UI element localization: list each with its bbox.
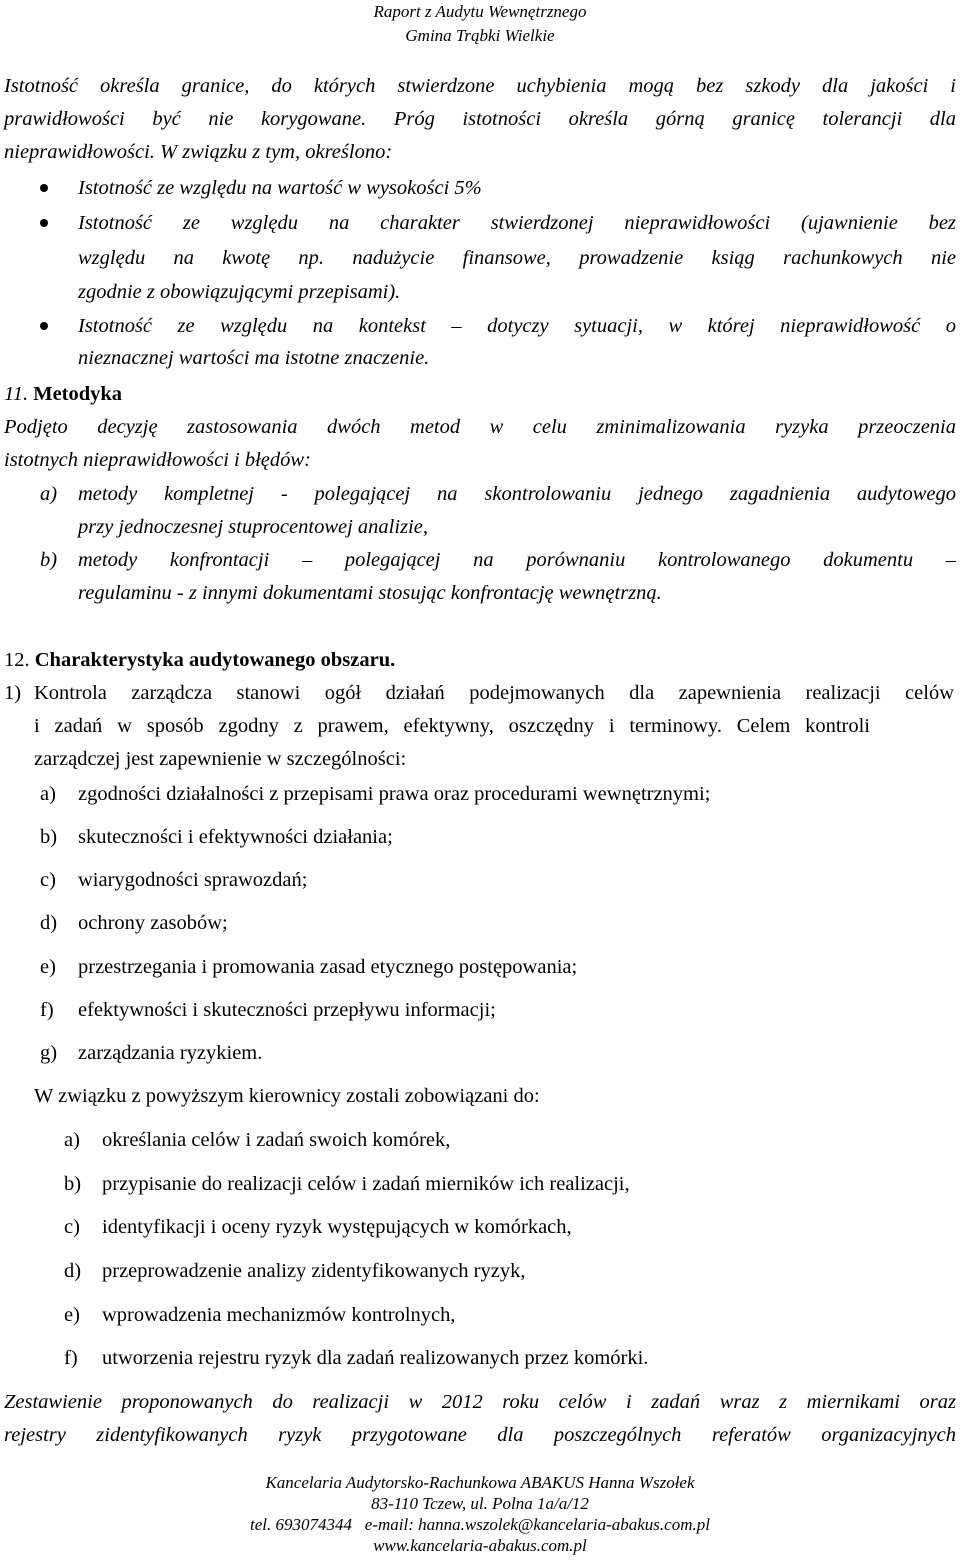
method-item-cont: regulaminu - z innymi dokumentami stosując konfrontację wewnętrzną.	[78, 582, 662, 604]
bullet-icon	[40, 184, 48, 192]
bullet-icon	[40, 219, 48, 227]
section-number: 11.	[4, 383, 29, 405]
list-marker: a)	[64, 1129, 80, 1151]
header-title: Raport z Audytu Wewnętrznego	[373, 2, 587, 21]
intro-line: nieprawidłowości. W związku z tym, określono:	[4, 141, 393, 163]
list-marker: g)	[40, 1042, 58, 1064]
control-paragraph: zarządczej jest zapewnienie w szczególności:	[34, 748, 407, 770]
section-11-heading	[4, 381, 122, 407]
intro-line: prawidłowości być nie korygowane. Próg istotności określa górną granicę tolerancji dla	[4, 108, 956, 130]
closing-paragraph: Zestawienie proponowanych do realizacji w 2012 roku celów i zadań wraz z miernikami oraz	[4, 1391, 956, 1413]
footer-company: Kancelaria Audytorsko-Rachunkowa ABAKUS Hanna Wszołek	[265, 1473, 695, 1492]
list-marker: a)	[40, 783, 56, 805]
footer-address: 83-110 Tczew, ul. Polna 1a/a/12	[371, 1494, 589, 1513]
list-item: zgodności działalności z przepisami prawa oraz procedurami wewnętrznymi;	[78, 783, 711, 805]
list-item: ochrony zasobów;	[78, 912, 228, 934]
intro-line: Istotność określa granice, do których stwierdzone uchybienia mogą bez szkody dla jakości i	[4, 75, 956, 97]
list-marker: c)	[64, 1216, 80, 1238]
bullet-item-cont: nieznacznej wartości ma istotne znaczenie.	[78, 347, 430, 369]
list-item: określania celów i zadań swoich komórek,	[102, 1129, 451, 1151]
list-item: wiarygodności sprawozdań;	[78, 869, 308, 891]
section-title: Metodyka	[33, 383, 123, 405]
list-item: zarządzania ryzykiem.	[78, 1042, 263, 1064]
method-marker: b)	[40, 549, 58, 571]
list-item: utworzenia rejestru ryzyk dla zadań realizowanych przez komórki.	[102, 1347, 649, 1369]
list-item: skuteczności i efektywności działania;	[78, 826, 393, 848]
closing-paragraph: rejestry zidentyfikowanych ryzyk przygotowane dla poszczególnych referatów organizacyjnych	[4, 1424, 956, 1446]
footer-contact: tel. 693074344 e-mail: hanna.wszolek@kancelaria-abakus.com.pl	[250, 1515, 710, 1534]
section-title: Charakterystyka audytowanego obszaru.	[34, 649, 396, 671]
page-footer	[0, 1472, 960, 1556]
method-marker: a)	[40, 483, 58, 505]
list-marker: d)	[40, 912, 58, 934]
control-paragraph: Kontrola zarządcza stanowi ogół działań podejmowanych dla zapewnienia realizacji celów	[34, 682, 954, 704]
bullet-item-cont: względu na kwotę np. nadużycie finansowe, prowadzenie ksiąg rachunkowych nie	[78, 247, 956, 269]
list-item: przypisanie do realizacji celów i zadań mierników ich realizacji,	[102, 1173, 630, 1195]
list-item: przeprowadzenie analizy zidentyfikowanych ryzyk,	[102, 1260, 526, 1282]
list-marker: b)	[64, 1173, 82, 1195]
list-item: przestrzegania i promowania zasad etycznego postępowania;	[78, 956, 578, 978]
section-number: 12.	[4, 649, 30, 671]
bullet-item: Istotność ze względu na charakter stwierdzonej nieprawidłowości (ujawnienie bez	[78, 212, 956, 234]
section-12-heading	[4, 647, 395, 673]
list-marker: d)	[64, 1260, 82, 1282]
bullet-item: Istotność ze względu na kontekst – dotyczy sytuacji, w której nieprawidłowość o	[78, 315, 956, 337]
method-item: metody konfrontacji – polegającej na porównaniu kontrolowanego dokumentu –	[78, 549, 956, 571]
list-item: efektywności i skuteczności przepływu informacji;	[78, 999, 496, 1021]
paragraph-marker: 1)	[4, 682, 22, 704]
control-paragraph: i zadań w sposób zgodny z prawem, efektywny, oszczędny i terminowy. Celem kontroli	[34, 715, 870, 737]
method-item: metody kompletnej - polegającej na skontrolowaniu jednego zagadnienia audytowego	[78, 483, 956, 505]
list-marker: e)	[64, 1304, 80, 1326]
list-marker: f)	[64, 1347, 78, 1369]
bullet-icon	[40, 322, 48, 330]
list-marker: c)	[40, 869, 56, 891]
list-marker: e)	[40, 956, 56, 978]
list-marker: b)	[40, 826, 58, 848]
methodology-paragraph: istotnych nieprawidłowości i błędów:	[4, 449, 311, 471]
bullet-item: Istotność ze względu na wartość w wysokości 5%	[78, 177, 482, 199]
method-item-cont: przy jednoczesnej stuprocentowej analizie,	[78, 516, 428, 538]
obligations-lead: W związku z powyższym kierownicy zostali zobowiązani do:	[34, 1085, 540, 1107]
list-marker: f)	[40, 999, 54, 1021]
methodology-paragraph: Podjęto decyzję zastosowania dwóch metod w celu zminimalizowania ryzyka przeoczenia	[4, 416, 956, 438]
bullet-item-cont: zgodnie z obowiązującymi przepisami).	[78, 281, 401, 303]
header-subtitle: Gmina Trąbki Wielkie	[405, 26, 555, 45]
page-header	[0, 0, 960, 48]
footer-website: www.kancelaria-abakus.com.pl	[373, 1536, 587, 1555]
list-item: identyfikacji i oceny ryzyk występujących w komórkach,	[102, 1216, 572, 1238]
list-item: wprowadzenia mechanizmów kontrolnych,	[102, 1304, 456, 1326]
